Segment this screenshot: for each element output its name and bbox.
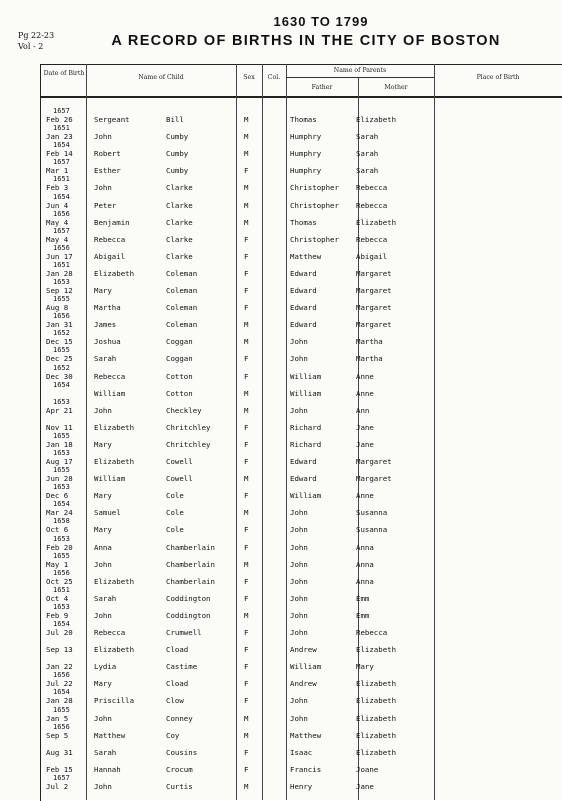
father-name: John <box>290 508 308 518</box>
father-name: Edward <box>290 457 317 466</box>
record-year: 1654 <box>53 620 70 628</box>
father-name: Matthew <box>290 730 322 740</box>
father-name: Thomas <box>290 115 317 124</box>
child-sex: M <box>244 388 249 398</box>
child-sex: F <box>244 645 249 655</box>
mother-name: Sarah <box>356 149 379 159</box>
mother-name: Anna <box>356 576 374 586</box>
birth-date: Mar 1 <box>46 166 69 176</box>
mother-name: Margaret <box>356 457 392 466</box>
child-first-name: Esther <box>94 166 121 176</box>
mother-name: Elizabeth <box>356 696 397 706</box>
mother-name: Jane <box>356 439 374 449</box>
birth-date: Jun 4 <box>46 200 69 210</box>
child-last-name: Cole <box>166 491 184 501</box>
volume-number: Vol - 2 <box>18 42 44 51</box>
child-last-name: Cowell <box>166 474 193 484</box>
birth-date: Sep 12 <box>46 286 73 295</box>
child-sex: M <box>244 559 249 569</box>
child-sex: F <box>244 764 249 774</box>
mother-name: Jane <box>356 422 374 432</box>
birth-date: Dec 15 <box>46 337 73 347</box>
child-sex: M <box>244 183 249 193</box>
child-sex: M <box>244 320 249 330</box>
header-bottom-rule <box>40 96 562 98</box>
child-last-name: Conney <box>166 713 193 723</box>
father-name: Isaac <box>290 747 313 757</box>
child-last-name: Coddington <box>166 593 211 603</box>
header-mother: Mother <box>384 84 408 91</box>
father-name: William <box>290 491 322 501</box>
father-name: Matthew <box>290 251 322 261</box>
child-last-name: Chritchley <box>166 422 211 432</box>
child-last-name: Checkley <box>166 405 202 415</box>
mother-name: Sarah <box>356 132 379 142</box>
mother-name: Elizabeth <box>356 679 397 689</box>
child-last-name: Coggan <box>166 337 193 347</box>
birth-date: Jan 28 <box>46 696 73 706</box>
birth-date: Sep 5 <box>46 730 69 740</box>
child-first-name: Mary <box>94 525 112 535</box>
child-sex: M <box>244 132 249 142</box>
child-first-name: Sarah <box>94 593 117 603</box>
child-last-name: Cole <box>166 525 184 535</box>
child-last-name: Coleman <box>166 320 198 330</box>
child-first-name: Joshua <box>94 337 121 347</box>
child-first-name: Priscilla <box>94 696 135 706</box>
father-name: Humphry <box>290 149 322 159</box>
record-year: 1653 <box>53 397 70 406</box>
record-year: 1654 <box>53 192 70 201</box>
record-year: 1656 <box>53 722 70 731</box>
child-first-name: Abigail <box>94 251 126 261</box>
birth-date: Feb 20 <box>46 542 73 552</box>
birth-date: Oct 4 <box>46 593 69 603</box>
child-sex: M <box>244 200 249 210</box>
child-last-name: Cumby <box>166 149 189 159</box>
header-child: Name of Child <box>138 74 184 81</box>
father-name: Christopher <box>290 200 339 210</box>
child-last-name: Coddington <box>166 610 211 620</box>
child-last-name: Cumby <box>166 166 189 176</box>
child-last-name: Coy <box>166 730 180 740</box>
child-last-name: Coleman <box>166 268 198 278</box>
birth-date: Oct 25 <box>46 576 73 586</box>
child-sex: F <box>244 491 249 501</box>
record-year: 1657 <box>53 773 70 782</box>
child-first-name: Martha <box>94 303 121 313</box>
birth-date: Aug 17 <box>46 457 73 466</box>
child-first-name: Mary <box>94 679 112 689</box>
mother-name: Margaret <box>356 303 392 313</box>
father-name: John <box>290 337 308 347</box>
page-number: Pg 22-23 <box>18 31 55 40</box>
child-sex: F <box>244 662 249 672</box>
father-name: William <box>290 371 322 381</box>
birth-date: Jan 23 <box>46 132 73 142</box>
child-first-name: Elizabeth <box>94 645 135 655</box>
record-year: 1652 <box>53 329 70 338</box>
father-name: Henry <box>290 781 313 791</box>
mother-name: Emm <box>356 593 370 603</box>
child-first-name: Elizabeth <box>94 576 135 586</box>
child-first-name: John <box>94 781 112 791</box>
child-sex: M <box>244 781 249 791</box>
child-sex: F <box>244 576 249 586</box>
child-first-name: Mary <box>94 286 112 295</box>
record-year: 1653 <box>53 534 70 543</box>
child-sex: F <box>244 628 249 637</box>
child-first-name: Sergeant <box>94 115 130 124</box>
record-year: 1655 <box>53 431 70 440</box>
record-year: 1652 <box>53 363 70 372</box>
birth-date: Feb 26 <box>46 115 73 124</box>
birth-date: Jul 22 <box>46 679 73 689</box>
birth-date: Feb 14 <box>46 149 73 159</box>
child-last-name: Clarke <box>166 234 193 244</box>
child-sex: M <box>244 115 249 124</box>
record-year: 1654 <box>53 500 70 509</box>
page-title: A RECORD OF BIRTHS IN THE CITY OF BOSTON <box>111 33 501 49</box>
child-last-name: Chamberlain <box>166 576 215 586</box>
child-last-name: Cload <box>166 645 189 655</box>
col-divider-mother <box>434 64 435 800</box>
child-first-name: John <box>94 713 112 723</box>
child-first-name: Sarah <box>94 354 117 364</box>
record-year: 1653 <box>53 449 70 457</box>
father-name: Francis <box>290 764 322 774</box>
mother-name: Susanna <box>356 525 388 535</box>
child-last-name: Cload <box>166 679 189 689</box>
record-year: 1654 <box>53 688 70 697</box>
record-year: 1656 <box>53 243 70 252</box>
birth-date: Sep 13 <box>46 645 73 655</box>
child-sex: F <box>244 696 249 706</box>
father-name: Christopher <box>290 234 339 244</box>
record-year: 1653 <box>53 602 70 611</box>
mother-name: Anne <box>356 388 374 398</box>
child-last-name: Curtis <box>166 781 193 791</box>
child-sex: M <box>244 217 249 227</box>
child-sex: F <box>244 422 249 432</box>
child-first-name: Hannah <box>94 764 121 774</box>
child-sex: F <box>244 593 249 603</box>
birth-date: Aug 8 <box>46 303 69 313</box>
father-name: Richard <box>290 439 322 449</box>
child-sex: F <box>244 268 249 278</box>
birth-date: Mar 24 <box>46 508 73 518</box>
father-name: John <box>290 525 308 535</box>
record-year: 1651 <box>53 585 70 594</box>
birth-date: Jun 28 <box>46 474 73 484</box>
header-sex: Sex <box>243 74 255 81</box>
child-last-name: Coleman <box>166 303 198 313</box>
birth-date: May 4 <box>46 217 69 227</box>
mother-name: Ann <box>356 405 370 415</box>
record-year: 1656 <box>53 209 70 218</box>
birth-date: Jul 2 <box>46 781 69 791</box>
record-year: 1655 <box>53 705 70 714</box>
record-year: 1657 <box>53 107 70 115</box>
mother-name: Anna <box>356 542 374 552</box>
child-sex: M <box>244 730 249 740</box>
birth-date: Dec 30 <box>46 371 73 381</box>
mother-name: Sarah <box>356 166 379 176</box>
child-sex: F <box>244 166 249 176</box>
birth-date: Feb 9 <box>46 610 69 620</box>
child-first-name: William <box>94 474 126 484</box>
birth-date: May 4 <box>46 234 69 244</box>
child-last-name: Clarke <box>166 200 193 210</box>
birth-date: Oct 6 <box>46 525 69 535</box>
mother-name: Susanna <box>356 508 388 518</box>
child-first-name: Matthew <box>94 730 126 740</box>
child-first-name: Peter <box>94 200 117 210</box>
mother-name: Anne <box>356 371 374 381</box>
father-name: John <box>290 610 308 620</box>
year-range: 1630 TO 1799 <box>273 14 369 29</box>
mother-name: Anna <box>356 559 374 569</box>
header-date: Date of Birth <box>43 70 85 77</box>
mother-name: Abigail <box>356 251 388 261</box>
child-sex: F <box>244 679 249 689</box>
child-first-name: Lydia <box>94 662 117 672</box>
mother-name: Mary <box>356 662 374 672</box>
child-first-name: Elizabeth <box>94 268 135 278</box>
header-col: Col. <box>267 74 281 81</box>
parents-divider-rule <box>286 77 434 78</box>
child-last-name: Chamberlain <box>166 559 215 569</box>
child-first-name: Robert <box>94 149 121 159</box>
child-sex: M <box>244 713 249 723</box>
child-sex: M <box>244 405 249 415</box>
child-last-name: Crocum <box>166 764 193 774</box>
birth-date: May 1 <box>46 559 69 569</box>
record-year: 1653 <box>53 483 70 492</box>
record-year: 1654 <box>53 380 70 389</box>
record-year: 1657 <box>53 158 70 167</box>
record-year: 1651 <box>53 124 70 133</box>
record-year: 1655 <box>53 346 70 355</box>
birth-date: Jan 18 <box>46 439 73 449</box>
father-name: Andrew <box>290 645 317 655</box>
child-last-name: Cole <box>166 508 184 518</box>
mother-name: Elizabeth <box>356 115 397 124</box>
record-year: 1655 <box>53 295 70 304</box>
child-last-name: Crumwell <box>166 628 202 637</box>
header-father: Father <box>311 84 333 91</box>
mother-name: Margaret <box>356 286 392 295</box>
father-name: John <box>290 576 308 586</box>
mother-name: Rebecca <box>356 234 388 244</box>
mother-name: Elizabeth <box>356 217 397 227</box>
birth-date: Jul 20 <box>46 628 73 637</box>
col-divider-sex <box>262 64 263 800</box>
child-last-name: Coggan <box>166 354 193 364</box>
mother-name: Elizabeth <box>356 713 397 723</box>
child-sex: M <box>244 149 249 159</box>
record-year: 1655 <box>53 551 70 560</box>
child-last-name: Cumby <box>166 132 189 142</box>
record-year: 1653 <box>53 278 70 286</box>
father-name: Thomas <box>290 217 317 227</box>
father-name: John <box>290 628 308 637</box>
child-sex: F <box>244 525 249 535</box>
child-first-name: John <box>94 405 112 415</box>
child-first-name: Elizabeth <box>94 457 135 466</box>
child-sex: F <box>244 286 249 295</box>
father-name: John <box>290 559 308 569</box>
birth-date: Jan 22 <box>46 662 73 672</box>
child-last-name: Coleman <box>166 286 198 295</box>
father-name: Christopher <box>290 183 339 193</box>
birth-date: Jan 31 <box>46 320 73 330</box>
col-divider-date <box>86 64 87 800</box>
father-name: John <box>290 593 308 603</box>
father-name: Edward <box>290 286 317 295</box>
child-sex: M <box>244 474 249 484</box>
child-sex: F <box>244 542 249 552</box>
child-first-name: Sarah <box>94 747 117 757</box>
father-name: Edward <box>290 303 317 313</box>
col-divider-child <box>236 64 237 800</box>
father-name: John <box>290 354 308 364</box>
child-first-name: Anna <box>94 542 112 552</box>
father-name: Edward <box>290 474 317 484</box>
child-last-name: Clarke <box>166 251 193 261</box>
father-name: John <box>290 405 308 415</box>
father-name: Andrew <box>290 679 317 689</box>
record-year: 1656 <box>53 568 70 577</box>
child-first-name: Elizabeth <box>94 422 135 432</box>
child-sex: F <box>244 234 249 244</box>
mother-name: Anne <box>356 491 374 501</box>
child-last-name: Cowell <box>166 457 193 466</box>
child-last-name: Clarke <box>166 183 193 193</box>
child-last-name: Castime <box>166 662 198 672</box>
child-first-name: John <box>94 132 112 142</box>
birth-date: Apr 21 <box>46 405 73 415</box>
child-sex: F <box>244 303 249 313</box>
mother-name: Martha <box>356 354 383 364</box>
mother-name: Martha <box>356 337 383 347</box>
record-year: 1656 <box>53 671 70 680</box>
mother-name: Rebecca <box>356 200 388 210</box>
father-name: Edward <box>290 320 317 330</box>
child-sex: F <box>244 439 249 449</box>
birth-date: Jan 5 <box>46 713 69 723</box>
record-year: 1658 <box>53 517 70 526</box>
child-first-name: Rebecca <box>94 234 126 244</box>
child-last-name: Cotton <box>166 371 193 381</box>
child-first-name: William <box>94 388 126 398</box>
child-last-name: Cotton <box>166 388 193 398</box>
mother-name: Elizabeth <box>356 747 397 757</box>
child-last-name: Clow <box>166 696 184 706</box>
child-sex: F <box>244 457 249 466</box>
child-last-name: Chamberlain <box>166 542 215 552</box>
mother-name: Margaret <box>356 320 392 330</box>
mother-name: Margaret <box>356 474 392 484</box>
mother-name: Rebecca <box>356 628 388 637</box>
header-place: Place of Birth <box>476 74 520 81</box>
child-last-name: Bill <box>166 115 184 124</box>
child-sex: F <box>244 251 249 261</box>
birth-date: Jun 17 <box>46 251 73 261</box>
child-first-name: Samuel <box>94 508 121 518</box>
child-first-name: Mary <box>94 491 112 501</box>
child-sex: F <box>244 371 249 381</box>
mother-name: Joane <box>356 764 379 774</box>
record-year: 1656 <box>53 312 70 321</box>
father-name: Humphry <box>290 166 322 176</box>
father-name: Richard <box>290 422 322 432</box>
record-year: 1657 <box>53 226 70 235</box>
birth-date: Feb 3 <box>46 183 69 193</box>
record-year: 1655 <box>53 466 70 475</box>
birth-date: Feb 15 <box>46 764 73 774</box>
birth-date: Aug 31 <box>46 747 73 757</box>
father-name: John <box>290 542 308 552</box>
mother-name: Emm <box>356 610 370 620</box>
child-last-name: Cousins <box>166 747 198 757</box>
mother-name: Rebecca <box>356 183 388 193</box>
child-first-name: Mary <box>94 439 112 449</box>
birth-date: Nov 11 <box>46 422 73 432</box>
father-name: Edward <box>290 268 317 278</box>
mother-name: Elizabeth <box>356 730 397 740</box>
child-first-name: Rebecca <box>94 371 126 381</box>
child-sex: M <box>244 337 249 347</box>
mother-name: Margaret <box>356 268 392 278</box>
birth-date: Dec 25 <box>46 354 73 364</box>
child-last-name: Chritchley <box>166 439 211 449</box>
record-year: 1654 <box>53 141 70 150</box>
child-first-name: John <box>94 610 112 620</box>
child-sex: F <box>244 747 249 757</box>
mother-name: Elizabeth <box>356 645 397 655</box>
father-name: John <box>290 713 308 723</box>
father-name: William <box>290 662 322 672</box>
child-sex: F <box>244 354 249 364</box>
child-sex: M <box>244 610 249 620</box>
child-first-name: John <box>94 559 112 569</box>
record-year: 1651 <box>53 175 70 184</box>
birth-date: Dec 6 <box>46 491 69 501</box>
father-name: William <box>290 388 322 398</box>
child-last-name: Clarke <box>166 217 193 227</box>
child-first-name: Benjamin <box>94 217 130 227</box>
record-year: 1651 <box>53 260 70 269</box>
father-name: John <box>290 696 308 706</box>
header-parents: Name of Parents <box>333 67 387 74</box>
father-name: Humphry <box>290 132 322 142</box>
child-first-name: James <box>94 320 117 330</box>
child-first-name: Rebecca <box>94 628 126 637</box>
child-first-name: John <box>94 183 112 193</box>
mother-name: Jane <box>356 781 374 791</box>
birth-date: Jan 28 <box>46 268 73 278</box>
child-sex: M <box>244 508 249 518</box>
col-divider-col <box>286 64 287 800</box>
